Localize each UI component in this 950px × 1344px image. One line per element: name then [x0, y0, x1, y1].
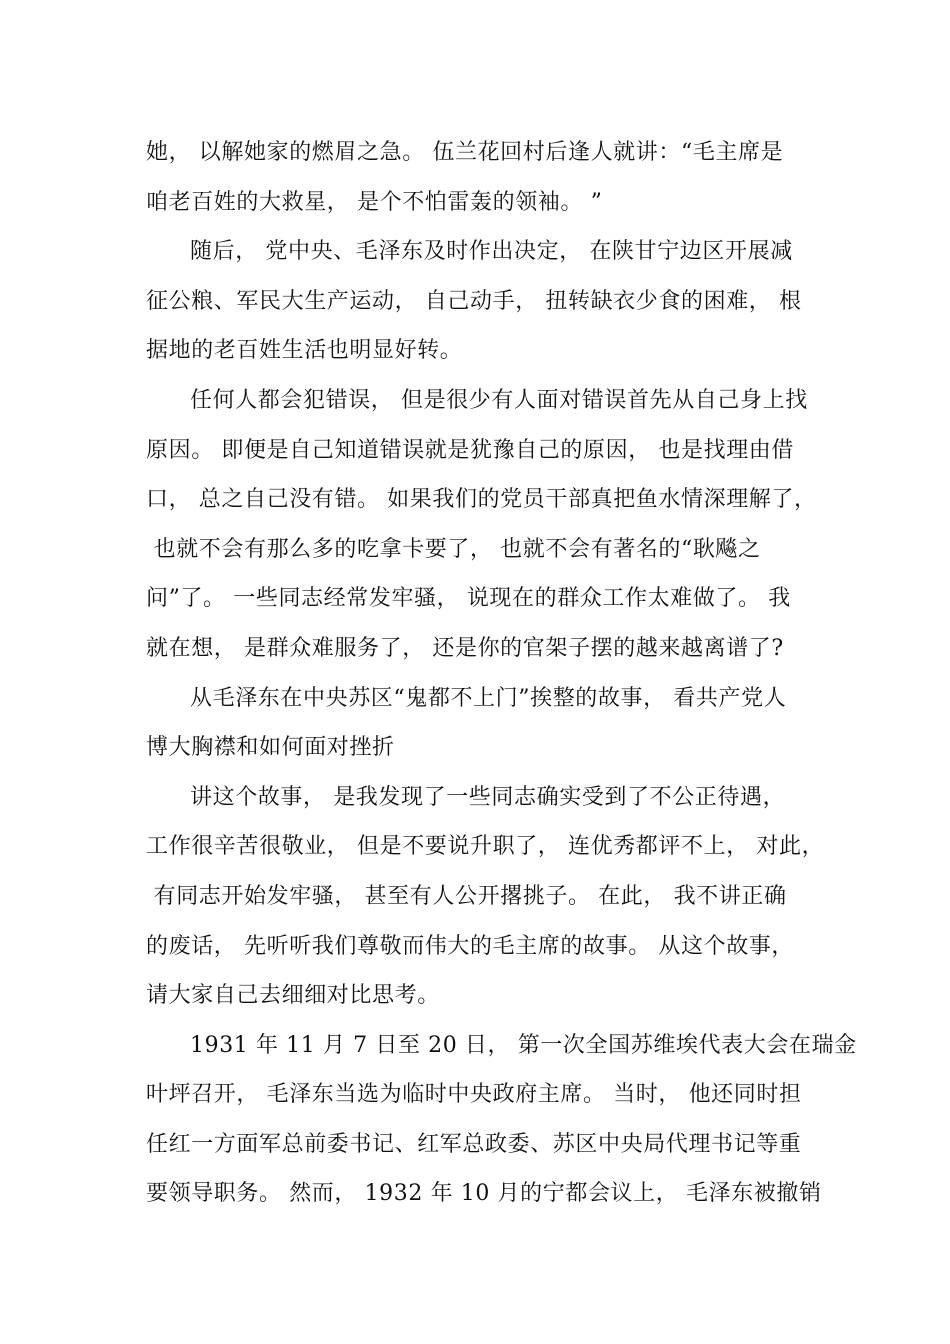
- text-line: 随后， 党中央、毛泽东及时作出决定， 在陕甘宁边区开展减: [190, 239, 793, 265]
- body-text: [146, 128, 857, 1219]
- text-line: 有同志开始发牢骚， 甚至有人公开撂挑子。 在此， 我不讲正确: [146, 883, 787, 909]
- text-line: 1931 年 11 月 7 日至 20 日， 第一次全国苏维埃代表大会在瑞金: [190, 1032, 857, 1058]
- text-line: 咱老百姓的大救星， 是个不怕雷轰的领袖。 ”: [146, 189, 603, 215]
- text-line: 要领导职务。 然而， 1932 年 10 月的宁都会议上， 毛泽东被撤销: [146, 1181, 822, 1207]
- text-line: 请大家自己去细细对比思考。: [146, 983, 440, 1009]
- text-line: 从毛泽东在中央苏区“鬼都不上门”挨整的故事， 看共产党人: [190, 685, 787, 711]
- text-line: 就在想， 是群众难服务了， 还是你的官架子摆的越来越离谱了?: [146, 635, 784, 661]
- text-line: 博大胸襟和如何面对挫折: [146, 735, 395, 761]
- text-line: 原因。 即便是自己知道错误就是犹豫自己的原因， 也是找理由借: [146, 437, 794, 463]
- text-line: 口， 总之自己没有错。 如果我们的党员干部真把鱼水情深理解了，: [146, 487, 817, 513]
- text-line: 也就不会有那么多的吃拿卡要了， 也就不会有著名的“耿飚之: [146, 536, 761, 562]
- text-line: 叶坪召开， 毛泽东当选为临时中央政府主席。 当时， 他还同时担: [146, 1082, 802, 1108]
- text-line: 的废话， 先听听我们尊敬而伟大的毛主席的故事。 从这个故事，: [146, 933, 794, 959]
- text-line: 据地的老百姓生活也明显好转。: [146, 338, 463, 364]
- text-line: 讲这个故事， 是我发现了一些同志确实受到了不公正待遇，: [190, 784, 786, 810]
- text-line: 任何人都会犯错误， 但是很少有人面对错误首先从自己身上找: [190, 387, 808, 413]
- text-line: 征公粮、军民大生产运动， 自己动手， 扭转缺衣少食的困难， 根: [146, 288, 802, 314]
- text-line: 她， 以解她家的燃眉之急。 伍兰花回村后逢人就讲：“毛主席是: [146, 140, 784, 165]
- text-line: 问”了。 一些同志经常发牢骚， 说现在的群众工作太难做了。 我: [146, 586, 791, 612]
- text-line: 任红一方面军总前委书记、红军总政委、苏区中央局代理书记等重: [146, 1131, 802, 1157]
- text-line: 工作很辛苦很敬业， 但是不要说升职了， 连优秀都评不上， 对此，: [146, 834, 825, 860]
